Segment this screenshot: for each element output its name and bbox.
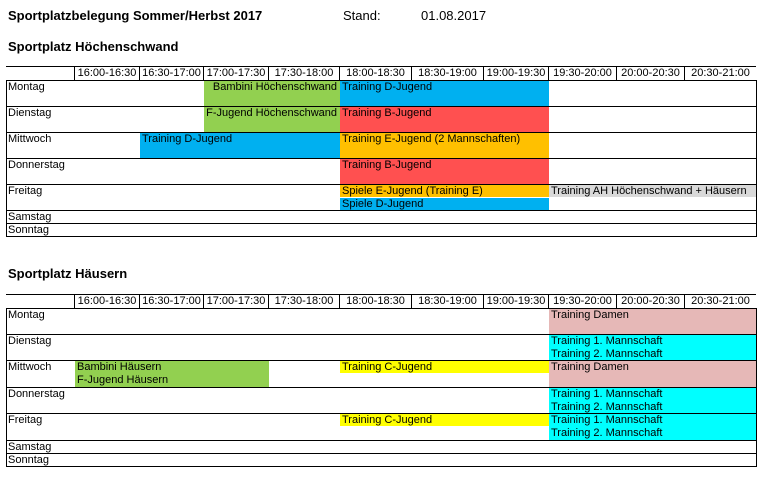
schedule-block	[340, 81, 549, 106]
grid-line	[756, 80, 757, 237]
time-slot-header: 18:00-18:30	[346, 295, 405, 307]
schedule-block-label: Training D-Jugend	[142, 133, 233, 145]
section-title-haeusern: Sportplatz Häusern	[8, 266, 128, 281]
schedule-block-label: F-Jugend Häusern	[77, 374, 169, 386]
schedule-grid-hoechenschwand	[6, 66, 756, 237]
schedule-block	[340, 414, 549, 426]
schedule-block	[549, 185, 757, 197]
grid-line	[6, 210, 756, 211]
grid-line	[6, 158, 756, 159]
grid-line	[6, 387, 756, 388]
grid-line	[6, 453, 756, 454]
time-slot-header: 20:00-20:30	[621, 67, 680, 79]
schedule-block-label: Training C-Jugend	[342, 414, 433, 426]
day-label: Mittwoch	[8, 361, 52, 373]
day-label: Donnerstag	[8, 159, 65, 171]
schedule-block-label: Training Damen	[551, 361, 629, 373]
time-slot-header: 19:00-19:30	[486, 67, 546, 79]
stand-date: 01.08.2017	[421, 8, 487, 23]
schedule-block-label: Training 1. Mannschaft	[551, 388, 663, 400]
schedule-block	[549, 361, 757, 387]
schedule-block-label: Training AH Höchenschwand + Häusern	[551, 185, 747, 197]
grid-line	[6, 334, 756, 335]
schedule-block-label: Bambini Häusern	[77, 361, 162, 373]
time-slot-header: 16:00-16:30	[77, 67, 137, 79]
grid-line	[6, 106, 756, 107]
time-slot-header: 20:30-21:00	[691, 67, 750, 79]
schedule-block-label: Training 2. Mannschaft	[551, 401, 663, 413]
schedule-block	[340, 107, 549, 132]
schedule-block	[549, 309, 757, 334]
grid-line	[6, 413, 756, 414]
day-label: Samstag	[8, 441, 52, 453]
schedule-block	[340, 198, 549, 210]
day-label: Freitag	[8, 414, 43, 426]
day-label: Sonntag	[8, 224, 49, 236]
day-label: Dienstag	[8, 107, 52, 119]
grid-line	[6, 360, 756, 361]
time-slot-header: 18:30-19:00	[418, 67, 477, 79]
grid-line	[756, 308, 757, 467]
schedule-block-label: Training Damen	[551, 309, 629, 321]
time-slot-header: 17:00-17:30	[206, 295, 266, 307]
schedule-block	[549, 388, 757, 413]
day-label: Dienstag	[8, 335, 52, 347]
schedule-block	[340, 185, 549, 197]
day-label: Donnerstag	[8, 388, 65, 400]
grid-line	[6, 236, 756, 237]
time-slot-header: 19:30-20:00	[553, 67, 612, 79]
day-label: Montag	[8, 309, 45, 321]
grid-line	[6, 80, 7, 237]
day-label: Mittwoch	[8, 133, 52, 145]
time-slot-header: 20:00-20:30	[621, 295, 680, 307]
schedule-block	[75, 361, 269, 387]
day-label: Samstag	[8, 211, 52, 223]
schedule-block-label: Training E-Jugend (2 Mannschaften)	[342, 133, 521, 145]
schedule-block-label: F-Jugend Höchenschwand	[206, 107, 337, 119]
schedule-grid-haeusern	[6, 294, 756, 467]
time-slot-header: 17:00-17:30	[206, 67, 266, 79]
time-slot-header: 18:00-18:30	[346, 67, 405, 79]
schedule-block	[204, 81, 340, 106]
section-title-hoechenschwand: Sportplatz Höchenschwand	[8, 39, 179, 54]
day-label: Montag	[8, 81, 45, 93]
schedule-block-label: Training 1. Mannschaft	[551, 414, 663, 426]
schedule-block-label: Bambini Höchenschwand	[212, 81, 337, 93]
schedule-block-label: Training 1. Mannschaft	[551, 335, 663, 347]
schedule-block	[204, 107, 340, 132]
schedule-block	[549, 414, 757, 440]
day-label: Freitag	[8, 185, 43, 197]
time-slot-header: 19:00-19:30	[486, 295, 546, 307]
grid-line	[6, 132, 756, 133]
schedule-block	[340, 159, 549, 184]
grid-line	[6, 466, 756, 467]
time-slot-header: 16:30-17:00	[142, 295, 201, 307]
grid-line	[6, 184, 756, 185]
schedule-block-label: Spiele D-Jugend	[342, 198, 424, 210]
schedule-block-label: Training B-Jugend	[342, 107, 432, 119]
schedule-block-label: Training B-Jugend	[342, 159, 432, 171]
schedule-block-label: Spiele E-Jugend (Training E)	[342, 185, 483, 197]
time-slot-header: 17:30-18:00	[274, 67, 334, 79]
grid-line	[6, 440, 756, 441]
schedule-block	[340, 133, 549, 158]
schedule-block-label: Training C-Jugend	[342, 361, 433, 373]
schedule-block-label: Training 2. Mannschaft	[551, 348, 663, 360]
time-slot-header: 19:30-20:00	[553, 295, 612, 307]
time-slot-header: 20:30-21:00	[691, 295, 750, 307]
schedule-block-label: Training D-Jugend	[342, 81, 433, 93]
time-slot-header: 18:30-19:00	[418, 295, 477, 307]
grid-line	[6, 223, 756, 224]
day-label: Sonntag	[8, 454, 49, 466]
page-title: Sportplatzbelegung Sommer/Herbst 2017	[8, 8, 263, 23]
schedule-block-label: Training 2. Mannschaft	[551, 427, 663, 439]
schedule-block	[340, 361, 549, 373]
grid-line	[6, 308, 756, 309]
schedule-block	[140, 133, 340, 158]
schedule-block	[549, 335, 757, 360]
time-slot-header: 16:00-16:30	[77, 295, 137, 307]
grid-line	[6, 80, 756, 81]
time-slot-header: 16:30-17:00	[142, 67, 201, 79]
stand-label: Stand:	[343, 8, 381, 23]
time-slot-header: 17:30-18:00	[274, 295, 334, 307]
grid-line	[6, 308, 7, 467]
